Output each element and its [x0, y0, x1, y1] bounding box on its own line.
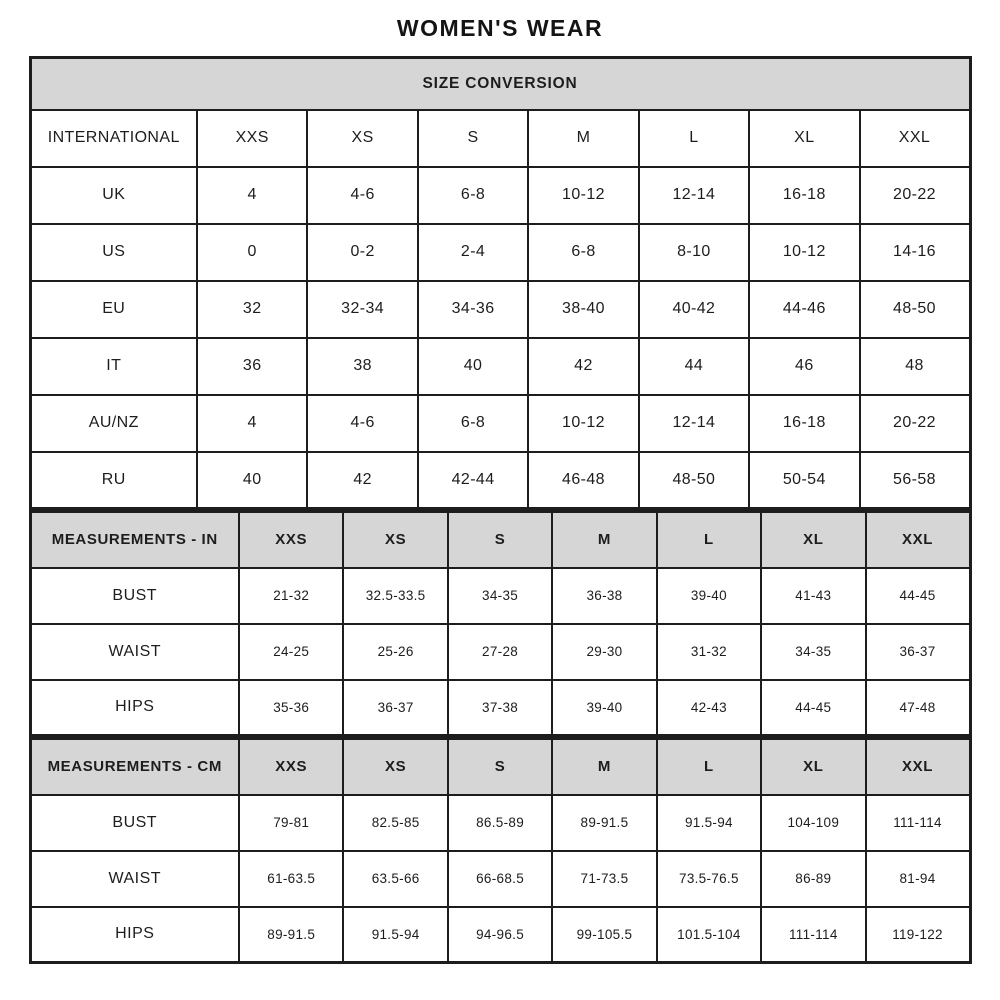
- measurement-cell: 82.5-85: [343, 795, 447, 851]
- measurements-header-label: MEASUREMENTS - CM: [30, 739, 239, 795]
- size-column-header: L: [657, 739, 761, 795]
- size-column-header: S: [448, 739, 552, 795]
- size-cell: 46: [749, 338, 859, 395]
- size-cell: 36: [197, 338, 307, 395]
- size-cell: 44: [639, 338, 749, 395]
- region-label: AU/NZ: [30, 395, 197, 452]
- size-cell: 2-4: [418, 224, 528, 281]
- measurement-cell: 29-30: [552, 624, 656, 680]
- size-cell: 0-2: [307, 224, 417, 281]
- size-column-header: M: [552, 512, 656, 568]
- measurement-cell: 27-28: [448, 624, 552, 680]
- size-cell: 50-54: [749, 452, 859, 509]
- measurement-cell: 36-37: [343, 680, 447, 736]
- measurement-cell: 36-37: [866, 624, 970, 680]
- size-column-header: XXL: [866, 512, 970, 568]
- size-cell: 20-22: [860, 167, 970, 224]
- size-cell: 46-48: [528, 452, 638, 509]
- size-cell: 34-36: [418, 281, 528, 338]
- measurements-cm-table: [29, 737, 972, 964]
- size-cell: 40-42: [639, 281, 749, 338]
- size-cell: 56-58: [860, 452, 970, 509]
- size-cell: XS: [307, 110, 417, 167]
- measurement-cell: 32.5-33.5: [343, 568, 447, 624]
- size-cell: 16-18: [749, 395, 859, 452]
- measurement-cell: 79-81: [239, 795, 343, 851]
- size-column-header: S: [448, 512, 552, 568]
- size-cell: 40: [418, 338, 528, 395]
- size-cell: 48: [860, 338, 970, 395]
- measurement-cell: 91.5-94: [657, 795, 761, 851]
- size-conversion-banner-row: [30, 58, 970, 110]
- size-cell: 48-50: [639, 452, 749, 509]
- measurement-label: BUST: [30, 795, 239, 851]
- measurement-cell: 44-45: [761, 680, 865, 736]
- size-cell: M: [528, 110, 638, 167]
- measurement-cell: 99-105.5: [552, 907, 656, 963]
- measurement-cell: 71-73.5: [552, 851, 656, 907]
- measurement-cell: 34-35: [448, 568, 552, 624]
- measurement-cell: 119-122: [866, 907, 970, 963]
- size-cell: 42: [528, 338, 638, 395]
- table-row: [30, 224, 970, 281]
- size-column-header: XXS: [239, 739, 343, 795]
- measurement-label: HIPS: [30, 680, 239, 736]
- region-label: UK: [30, 167, 197, 224]
- size-cell: 6-8: [418, 167, 528, 224]
- measurement-cell: 41-43: [761, 568, 865, 624]
- measurement-cell: 86.5-89: [448, 795, 552, 851]
- size-column-header: XXL: [866, 739, 970, 795]
- size-column-header: XL: [761, 739, 865, 795]
- measurement-cell: 25-26: [343, 624, 447, 680]
- size-conversion-table: [29, 56, 972, 510]
- measurements-header-row: [30, 739, 970, 795]
- measurement-cell: 66-68.5: [448, 851, 552, 907]
- size-cell: S: [418, 110, 528, 167]
- size-cell: XXL: [860, 110, 970, 167]
- size-cell: 10-12: [528, 395, 638, 452]
- size-cell: 20-22: [860, 395, 970, 452]
- measurement-cell: 44-45: [866, 568, 970, 624]
- size-cell: 12-14: [639, 167, 749, 224]
- measurement-cell: 81-94: [866, 851, 970, 907]
- size-cell: 4-6: [307, 395, 417, 452]
- measurements-in-body: [30, 512, 970, 736]
- measurement-cell: 111-114: [761, 907, 865, 963]
- page-title: WOMEN'S WEAR: [396, 15, 604, 41]
- size-cell: XXS: [197, 110, 307, 167]
- table-row: [30, 167, 970, 224]
- size-cell: 48-50: [860, 281, 970, 338]
- measurements-header-label: MEASUREMENTS - IN: [30, 512, 239, 568]
- size-cell: 10-12: [749, 224, 859, 281]
- size-cell: 14-16: [860, 224, 970, 281]
- measurement-cell: 91.5-94: [343, 907, 447, 963]
- size-cell: 4-6: [307, 167, 417, 224]
- size-cell: 12-14: [639, 395, 749, 452]
- measurement-cell: 89-91.5: [239, 907, 343, 963]
- measurements-header-row: [30, 512, 970, 568]
- size-cell: 38: [307, 338, 417, 395]
- table-row: [30, 452, 970, 509]
- measurement-cell: 94-96.5: [448, 907, 552, 963]
- measurement-cell: 104-109: [761, 795, 865, 851]
- size-cell: 4: [197, 167, 307, 224]
- measurement-cell: 35-36: [239, 680, 343, 736]
- region-label: EU: [30, 281, 197, 338]
- region-label: IT: [30, 338, 197, 395]
- measurement-cell: 21-32: [239, 568, 343, 624]
- size-cell: 0: [197, 224, 307, 281]
- table-row: [30, 907, 970, 963]
- size-cell: 38-40: [528, 281, 638, 338]
- table-row: [30, 680, 970, 736]
- measurement-cell: 37-38: [448, 680, 552, 736]
- table-row: [30, 338, 970, 395]
- measurement-label: BUST: [30, 568, 239, 624]
- size-cell: XL: [749, 110, 859, 167]
- measurement-label: HIPS: [30, 907, 239, 963]
- measurement-cell: 34-35: [761, 624, 865, 680]
- measurements-cm-body: [30, 739, 970, 963]
- table-row: [30, 281, 970, 338]
- measurement-cell: 111-114: [866, 795, 970, 851]
- region-label: US: [30, 224, 197, 281]
- measurement-cell: 61-63.5: [239, 851, 343, 907]
- size-cell: L: [639, 110, 749, 167]
- measurement-label: WAIST: [30, 851, 239, 907]
- measurements-in-table: [29, 510, 972, 737]
- size-column-header: XL: [761, 512, 865, 568]
- size-conversion-banner: SIZE CONVERSION: [30, 58, 970, 110]
- table-row: [30, 851, 970, 907]
- size-column-header: M: [552, 739, 656, 795]
- measurement-cell: 36-38: [552, 568, 656, 624]
- size-cell: 32-34: [307, 281, 417, 338]
- measurement-cell: 86-89: [761, 851, 865, 907]
- size-cell: 4: [197, 395, 307, 452]
- size-column-header: L: [657, 512, 761, 568]
- table-row: [30, 568, 970, 624]
- size-column-header: XS: [343, 739, 447, 795]
- measurement-cell: 63.5-66: [343, 851, 447, 907]
- measurement-cell: 39-40: [552, 680, 656, 736]
- size-cell: 8-10: [639, 224, 749, 281]
- table-row: [30, 795, 970, 851]
- table-row: [30, 110, 970, 167]
- region-label: INTERNATIONAL: [30, 110, 197, 167]
- measurement-cell: 73.5-76.5: [657, 851, 761, 907]
- size-column-header: XS: [343, 512, 447, 568]
- size-cell: 40: [197, 452, 307, 509]
- size-cell: 32: [197, 281, 307, 338]
- measurement-cell: 89-91.5: [552, 795, 656, 851]
- size-cell: 42: [307, 452, 417, 509]
- measurement-label: WAIST: [30, 624, 239, 680]
- size-cell: 6-8: [418, 395, 528, 452]
- region-label: RU: [30, 452, 197, 509]
- measurement-cell: 24-25: [239, 624, 343, 680]
- measurement-cell: 47-48: [866, 680, 970, 736]
- size-cell: 10-12: [528, 167, 638, 224]
- size-cell: 16-18: [749, 167, 859, 224]
- measurement-cell: 31-32: [657, 624, 761, 680]
- size-cell: 42-44: [418, 452, 528, 509]
- table-row: [30, 395, 970, 452]
- measurement-cell: 42-43: [657, 680, 761, 736]
- measurement-cell: 101.5-104: [657, 907, 761, 963]
- size-cell: 44-46: [749, 281, 859, 338]
- size-cell: 6-8: [528, 224, 638, 281]
- size-column-header: XXS: [239, 512, 343, 568]
- measurement-cell: 39-40: [657, 568, 761, 624]
- size-conversion-body: [30, 58, 970, 509]
- table-row: [30, 624, 970, 680]
